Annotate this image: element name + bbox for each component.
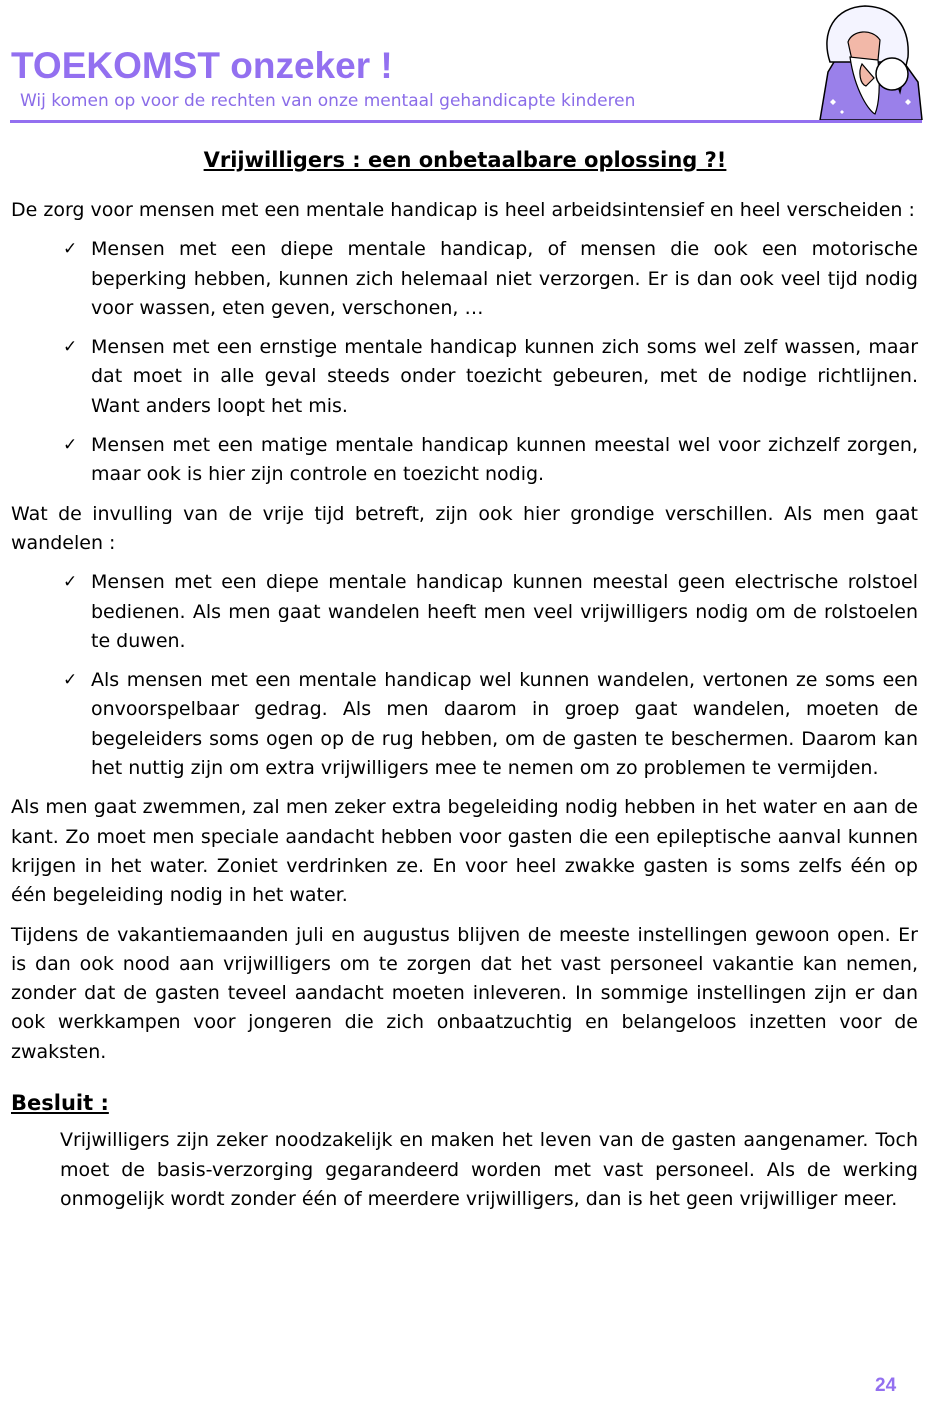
header-divider	[10, 120, 922, 123]
leisure-list	[11, 568, 918, 783]
list-item: ✓ Mensen met een diepe mentale handicap, of mensen die ook een motorische beperking hebben, kunnen zich helemaal niet verzorgen. Er is dan ook veel tijd nodig voor wassen, eten geven, verschonen, …	[91, 235, 918, 323]
checkmark-icon: ✓	[63, 670, 78, 691]
wizard-illustration-icon	[800, 2, 925, 120]
conclusion-paragraph: Vrijwilligers zijn zeker noodzakelijk en maken het leven van de gasten aangenamer. Toch moet de basis-verzorging gegarandeerd worden met vast personeel. Als de werking onmogelijk wordt zonder één of meerdere vrijwilligers, dan is het geen vrijwilliger meer.	[60, 1129, 918, 1210]
checkmark-icon: ✓	[63, 572, 78, 593]
page-number: 24	[875, 1375, 897, 1396]
intro-paragraph: De zorg voor mensen met een mentale handicap is heel arbeidsintensief en heel verscheiden :	[11, 199, 915, 221]
list-item: ✓ Mensen met een ernstige mentale handicap kunnen zich soms wel zelf wassen, maar dat moet in alle geval steeds onder toezicht gebeuren, met de nodige richtlijnen. Want anders loopt het mis.	[91, 333, 918, 421]
conclusion-heading: Besluit :	[11, 1091, 109, 1116]
list-item: ✓ Als mensen met een mentale handicap wel kunnen wandelen, vertonen ze soms een onvoorspelbaar gedrag. Als men daarom in groep gaat wandelen, moeten de begeleiders soms ogen op de rug hebben, om de gasten te beschermen. Daarom kan het nuttig zijn om extra vrijwilligers mee te nemen om zo problemen te vermijden.	[91, 666, 918, 783]
checkmark-icon: ✓	[63, 337, 78, 358]
checkmark-icon: ✓	[63, 239, 78, 260]
leisure-intro-paragraph: Wat de invulling van de vrije tijd betreft, zijn ook hier grondige verschillen. Als men gaat wandelen :	[11, 502, 918, 554]
header-title: TOEKOMST onzeker !	[11, 45, 393, 86]
checkmark-icon: ✓	[63, 435, 78, 456]
article-body	[11, 196, 918, 1224]
swimming-paragraph: Als men gaat zwemmen, zal men zeker extra begeleiding nodig hebben in het water en aan de kant. Zo moet men speciale aandacht hebben voor gasten die een epileptische aanval kunnen krijgen in het water. Zoniet verdrinken ze. En voor heel zwakke gasten is soms zelfs één op één begeleiding nodig in het water.	[11, 796, 918, 907]
holidays-paragraph: Tijdens de vakantiemaanden juli en augustus blijven de meeste instellingen gewoon open. Er is dan ook nood aan vrijwilligers om te zorgen dat het vast personeel vakantie kan nemen, zonder dat de gasten teveel aandacht moeten inleveren. In sommige instellingen zijn er dan ook werkkampen voor jongeren die zich onbaatzuchtig en belangeloos inzetten voor de zwaksten.	[11, 923, 918, 1063]
list-item: ✓ Mensen met een matige mentale handicap kunnen meestal wel voor zichzelf zorgen, maar ook is hier zijn controle en toezicht nodig.	[91, 431, 918, 490]
article-title: Vrijwilligers : een onbetaalbare oplossing ?!	[203, 148, 727, 172]
list-item: ✓ Mensen met een diepe mentale handicap kunnen meestal geen electrische rolstoel bedienen. Als men gaat wandelen heeft men veel vrijwilligers nodig om de rolstoelen te duwen.	[91, 568, 918, 656]
header-subtitle: Wij komen op voor de rechten van onze mentaal gehandicapte kinderen	[20, 91, 636, 111]
care-list	[11, 235, 918, 489]
